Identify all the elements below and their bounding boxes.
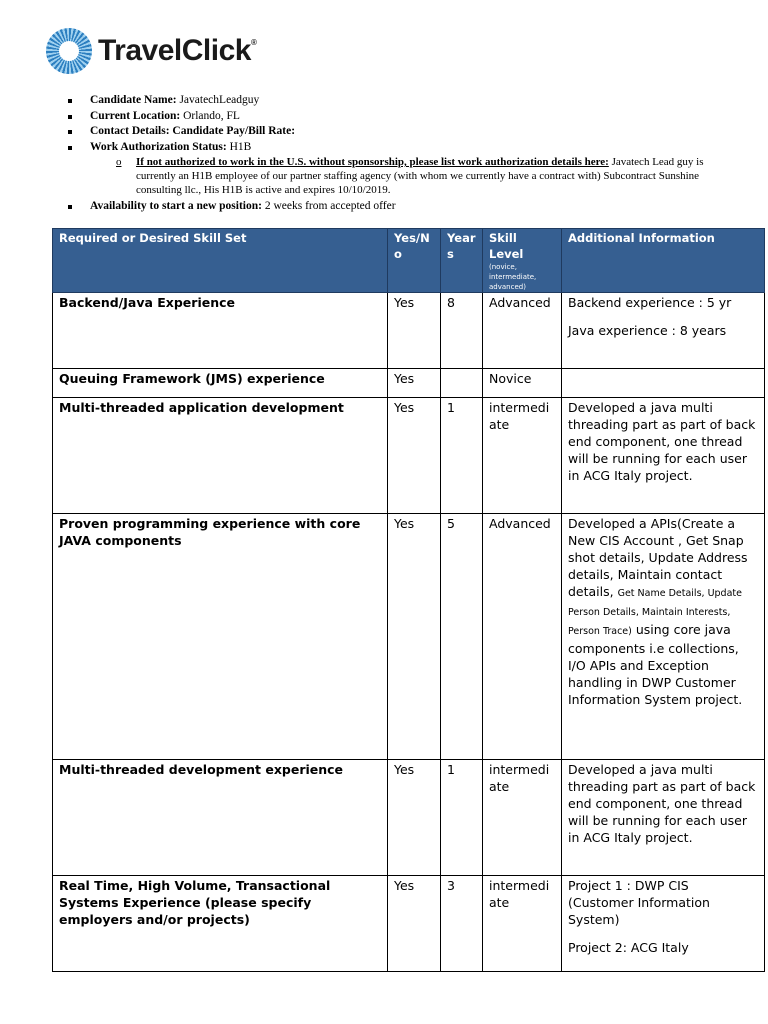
authorization-details: o If not authorized to work in the U.S. without sponsorship, please list work authorization details here: Javatech Lead guy is currently an H1B employee of our partner staffing agency (with whom we currently have a contract with) Subcontract Sunshine consulting llc., His H1B is active and expires 10/10/2019. (116, 156, 704, 196)
level-cell: intermediate (483, 876, 562, 972)
skill-cell: Multi-threaded application development (53, 398, 388, 514)
level-cell: Advanced (483, 514, 562, 760)
info-cell (562, 760, 765, 876)
skill-cell: Multi-threaded development experience (53, 760, 388, 876)
work-authorization: Work Authorization Status: H1B (68, 140, 728, 156)
table-row (53, 369, 765, 398)
skill-cell: Proven programming experience with core JAVA components (53, 514, 388, 760)
skill-cell: Backend/Java Experience (53, 293, 388, 369)
years-cell: 3 (441, 876, 483, 972)
info-paragraph: Project 1 : DWP CIS (Customer Information System) (568, 878, 710, 927)
years-cell: 1 (441, 398, 483, 514)
info-cell (562, 293, 765, 369)
header-info: Additional Information (562, 229, 765, 293)
info-paragraph: Developed a java multi threading part as part of back end component, one thread will be running for each user in ACG Italy project. (568, 400, 756, 483)
yesno-cell: Yes (388, 514, 441, 760)
header-skill: Required or Desired Skill Set (53, 229, 388, 293)
yesno-cell: Yes (388, 398, 441, 514)
table-row (53, 398, 765, 514)
header-level: Skill Level (novice, intermediate, advanced) (483, 229, 562, 293)
info-text: using core java components i.e collections, I/O APIs and Exception handling in DWP Customer Information System project. (568, 622, 743, 707)
info-cell (562, 398, 765, 514)
info-paragraph: Backend experience : 5 yr (568, 295, 732, 310)
table-row (53, 293, 765, 369)
info-paragraph: Project 2: ACG Italy (568, 940, 689, 955)
candidate-info (68, 93, 728, 215)
skill-cell: Queuing Framework (JMS) experience (53, 369, 388, 398)
level-cell: Advanced (483, 293, 562, 369)
travelclick-logo (46, 28, 256, 74)
table-row (53, 760, 765, 876)
yesno-cell: Yes (388, 760, 441, 876)
info-paragraph: Developed a java multi threading part as part of back end component, one thread will be running for each user in ACG Italy project. (568, 762, 756, 845)
info-text: Developed a APIs(Create a New CIS Account , Get Snap shot details, Update Address details, Maintain contact details, (568, 516, 748, 599)
current-location: Current Location: Orlando, FL (68, 109, 728, 125)
skills-table (52, 228, 765, 972)
logo-swirl-icon (46, 28, 92, 74)
logo-text: TravelClick® (98, 34, 257, 67)
years-cell: 5 (441, 514, 483, 760)
table-header (53, 229, 765, 293)
contact-details: Contact Details: Candidate Pay/Bill Rate: (68, 124, 728, 140)
level-cell: intermediate (483, 760, 562, 876)
table-row (53, 876, 765, 972)
skill-cell: Real Time, High Volume, Transactional Systems Experience (please specify employers and/or projects) (53, 876, 388, 972)
yesno-cell: Yes (388, 876, 441, 972)
yesno-cell: Yes (388, 293, 441, 369)
header-yesno: Yes/No (388, 229, 441, 293)
years-cell: 8 (441, 293, 483, 369)
years-cell (441, 369, 483, 398)
header-years: Years (441, 229, 483, 293)
candidate-name: Candidate Name: JavatechLeadguy (68, 93, 728, 109)
availability: Availability to start a new position: 2 weeks from accepted offer (68, 199, 728, 215)
info-cell (562, 876, 765, 972)
level-cell: intermediate (483, 398, 562, 514)
years-cell: 1 (441, 760, 483, 876)
yesno-cell: Yes (388, 369, 441, 398)
level-cell: Novice (483, 369, 562, 398)
table-row (53, 514, 765, 760)
info-paragraph: Java experience : 8 years (568, 323, 727, 338)
info-text: Get Name Details, Update Person Details, Maintain Interests, Person Trace) (568, 588, 742, 637)
info-cell (562, 514, 765, 760)
info-cell (562, 369, 765, 398)
